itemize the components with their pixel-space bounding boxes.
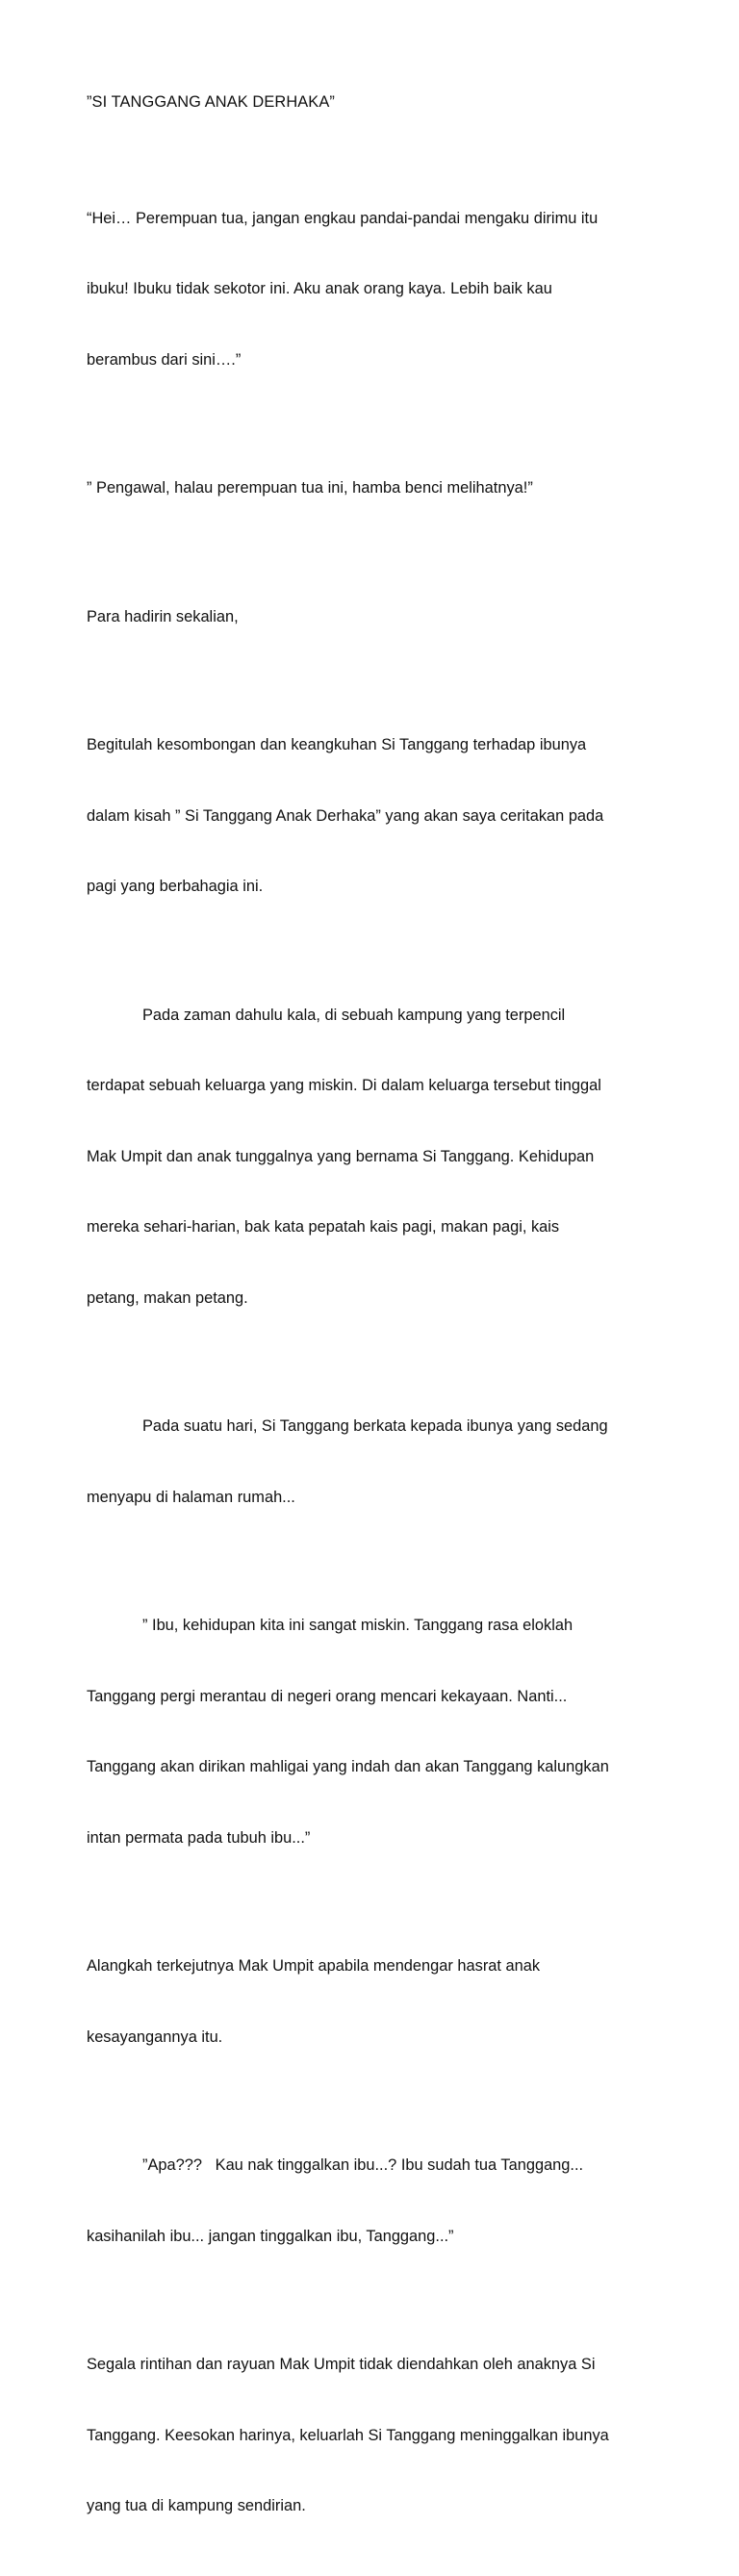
- text-line: Tanggang. Keesokan harinya, keluarlah Si Tanggang meninggalkan ibunya: [87, 2426, 609, 2444]
- text-line: pagi yang berbahagia ini.: [87, 878, 264, 895]
- text-line: Alangkah terkejutnya Mak Umpit apabila mendengar hasrat anak: [87, 1957, 541, 1975]
- text-line: Pada suatu hari, Si Tanggang berkata kepada ibunya yang sedang: [142, 1417, 608, 1435]
- paragraph-8: [87, 1907, 664, 2096]
- paragraph-2: [87, 429, 664, 548]
- text-line: Pada zaman dahulu kala, di sebuah kampung yang terpencil: [142, 1006, 566, 1024]
- paragraph-1: [87, 160, 664, 420]
- text-line: Segala rintihan dan rayuan Mak Umpit tidak diendahkan oleh anaknya Si: [87, 2356, 596, 2373]
- text-line: Tanggang pergi merantau di negeri orang mencari kekayaan. Nanti...: [87, 1687, 568, 1705]
- text-line: kasihanilah ibu... jangan tinggalkan ibu, Tanggang...”: [87, 2227, 454, 2245]
- text-line: intan permata pada tubuh ibu...”: [87, 1828, 311, 1847]
- text-line: yang tua di kampung sendirian.: [87, 2497, 306, 2514]
- text-line: ”Apa??? Kau nak tinggalkan ibu...? Ibu sudah tua Tanggang...: [142, 2156, 584, 2174]
- text-line: ” Pengawal, halau perempuan tua ini, hamba benci melihatnya!”: [87, 479, 533, 497]
- paragraph-4: [87, 686, 664, 946]
- text-line: kesayangannya itu.: [87, 2028, 223, 2046]
- paragraph-7: [87, 1567, 664, 1897]
- text-line: terdapat sebuah keluarga yang miskin. Di dalam keluarga tersebut tinggal: [87, 1077, 601, 1094]
- text-line: berambus dari sini….”: [87, 350, 242, 369]
- text-line: menyapu di halaman rumah...: [87, 1488, 295, 1506]
- text-line: Mak Umpit dan anak tunggalnya yang bernama Si Tanggang. Kehidupan: [87, 1147, 595, 1165]
- text-line: dalam kisah ” Si Tanggang Anak Derhaka” yang akan saya ceritakan pada: [87, 806, 604, 825]
- text-line: “Hei… Perempuan tua, jangan engkau pandai-pandai mengaku dirimu itu: [87, 209, 599, 227]
- paragraph-10: [87, 2306, 664, 2565]
- text-line: Para hadirin sekalian,: [87, 607, 239, 625]
- document-page: [87, 90, 664, 2576]
- text-line: Tanggang akan dirikan mahligai yang indah dan akan Tanggang kalungkan: [87, 1758, 609, 1775]
- paragraph-9: [87, 2106, 664, 2295]
- paragraph-5: [87, 956, 664, 1358]
- paragraph-3: [87, 558, 664, 676]
- text-line: mereka sehari-harian, bak kata pepatah kais pagi, makan pagi, kais: [87, 1218, 560, 1236]
- text-line: ibuku! Ibuku tidak sekotor ini. Aku anak orang kaya. Lebih baik kau: [87, 280, 552, 297]
- text-line: ” Ibu, kehidupan kita ini sangat miskin. Tanggang rasa eloklah: [142, 1617, 573, 1634]
- text-line: Begitulah kesombongan dan keangkuhan Si Tanggang terhadap ibunya: [87, 736, 587, 753]
- document-title: ”SI TANGGANG ANAK DERHAKA”: [87, 93, 335, 111]
- paragraph-6: [87, 1367, 664, 1556]
- text-line: petang, makan petang.: [87, 1288, 248, 1307]
